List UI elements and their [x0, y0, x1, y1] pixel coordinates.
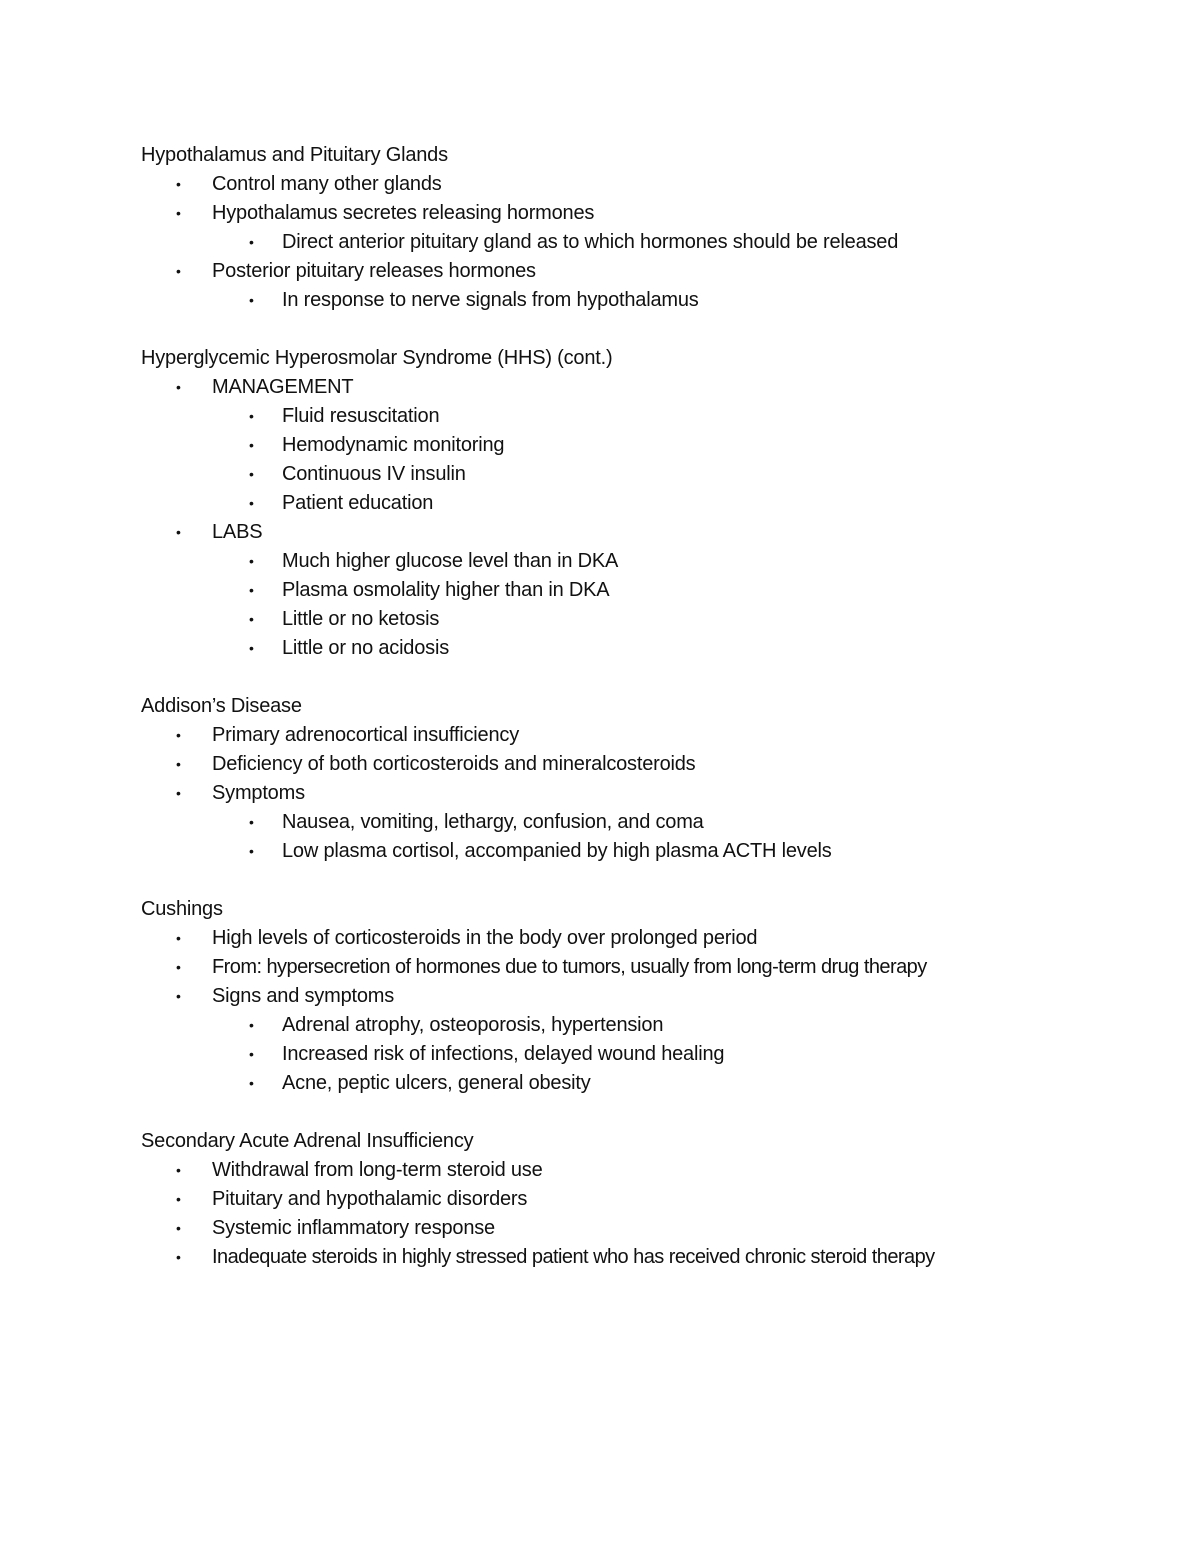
- bullet-icon: •: [249, 408, 254, 424]
- bullet-item: [141, 373, 1141, 402]
- bullet-item: [141, 1214, 1141, 1243]
- sub-bullet-text: Little or no ketosis: [282, 608, 440, 630]
- sub-bullet-item: [141, 1040, 1141, 1069]
- sub-bullet-text: Little or no acidosis: [282, 637, 450, 659]
- bullet-item: [141, 1185, 1141, 1214]
- section-heading: Hyperglycemic Hyperosmolar Syndrome (HHS) (cont.): [141, 347, 613, 369]
- bullet-item: [141, 518, 1141, 547]
- bullet-item: [141, 257, 1141, 286]
- bullet-text: Pituitary and hypothalamic disorders: [212, 1188, 528, 1210]
- bullet-icon: •: [176, 1191, 181, 1207]
- sub-bullet-item: [141, 228, 1141, 257]
- sub-bullet-text: Hemodynamic monitoring: [282, 434, 505, 456]
- section-hypothalamus-pituitary: [141, 141, 1141, 315]
- bullet-icon: •: [249, 640, 254, 656]
- bullet-icon: •: [249, 292, 254, 308]
- bullet-icon: •: [249, 495, 254, 511]
- bullet-icon: •: [249, 1075, 254, 1091]
- bullet-item: [141, 1156, 1141, 1185]
- sub-bullet-item: [141, 402, 1141, 431]
- sub-bullet-text: Continuous IV insulin: [282, 463, 466, 485]
- bullet-icon: •: [176, 727, 181, 743]
- sub-bullet-text: Low plasma cortisol, accompanied by high plasma ACTH levels: [282, 840, 832, 862]
- sub-bullet-item: [141, 460, 1141, 489]
- bullet-text: Symptoms: [212, 782, 305, 804]
- bullet-item: [141, 953, 1141, 982]
- bullet-text: Signs and symptoms: [212, 985, 395, 1007]
- bullet-text: Withdrawal from long-term steroid use: [212, 1159, 543, 1181]
- bullet-item: [141, 170, 1141, 199]
- sub-bullet-text: In response to nerve signals from hypothalamus: [282, 289, 699, 311]
- bullet-icon: •: [176, 205, 181, 221]
- bullet-item: [141, 199, 1141, 228]
- bullet-text: From: hypersecretion of hormones due to tumors, usually from long-term drug therapy: [212, 956, 927, 978]
- bullet-icon: •: [249, 611, 254, 627]
- sub-bullet-text: Increased risk of infections, delayed wound healing: [282, 1043, 725, 1065]
- sub-bullet-text: Nausea, vomiting, lethargy, confusion, and coma: [282, 811, 704, 833]
- sub-bullet-item: [141, 489, 1141, 518]
- sub-bullet-item: [141, 286, 1141, 315]
- bullet-icon: •: [249, 437, 254, 453]
- section-hhs: [141, 344, 1141, 663]
- sub-bullet-text: Acne, peptic ulcers, general obesity: [282, 1072, 591, 1094]
- bullet-icon: •: [249, 1017, 254, 1033]
- bullet-item: [141, 924, 1141, 953]
- bullet-item: [141, 721, 1141, 750]
- section-secondary-acute-adrenal-insufficiency: [141, 1127, 1141, 1272]
- section-heading: Hypothalamus and Pituitary Glands: [141, 144, 448, 166]
- bullet-icon: •: [176, 988, 181, 1004]
- bullet-item: [141, 982, 1141, 1011]
- bullet-icon: •: [249, 843, 254, 859]
- bullet-icon: •: [249, 234, 254, 250]
- bullet-item: [141, 750, 1141, 779]
- sub-bullet-item: [141, 1069, 1141, 1098]
- bullet-icon: •: [249, 814, 254, 830]
- section-heading: Cushings: [141, 898, 223, 920]
- bullet-text: High levels of corticosteroids in the body over prolonged period: [212, 927, 758, 949]
- bullet-item: [141, 1243, 1141, 1272]
- bullet-icon: •: [176, 176, 181, 192]
- sub-bullet-text: Patient education: [282, 492, 434, 514]
- section-heading: Addison’s Disease: [141, 695, 302, 717]
- bullet-item: [141, 779, 1141, 808]
- bullet-icon: •: [176, 1220, 181, 1236]
- sub-bullet-text: Fluid resuscitation: [282, 405, 440, 427]
- bullet-icon: •: [176, 1162, 181, 1178]
- bullet-icon: •: [176, 263, 181, 279]
- bullet-icon: •: [249, 582, 254, 598]
- bullet-text: Posterior pituitary releases hormones: [212, 260, 536, 282]
- sub-bullet-item: [141, 1011, 1141, 1040]
- bullet-text: Deficiency of both corticosteroids and mineralcosteroids: [212, 753, 696, 775]
- sub-bullet-item: [141, 605, 1141, 634]
- sub-bullet-item: [141, 576, 1141, 605]
- section-heading: Secondary Acute Adrenal Insufficiency: [141, 1130, 474, 1152]
- bullet-icon: •: [176, 524, 181, 540]
- section-cushings: [141, 895, 1141, 1098]
- bullet-icon: •: [176, 756, 181, 772]
- bullet-icon: •: [249, 1046, 254, 1062]
- bullet-text: Hypothalamus secretes releasing hormones: [212, 202, 595, 224]
- section-addisons-disease: [141, 692, 1141, 866]
- bullet-text: Control many other glands: [212, 173, 442, 195]
- document-page: [141, 141, 1141, 1301]
- bullet-icon: •: [176, 930, 181, 946]
- bullet-icon: •: [176, 959, 181, 975]
- bullet-text: Systemic inflammatory response: [212, 1217, 495, 1239]
- sub-bullet-item: [141, 808, 1141, 837]
- bullet-icon: •: [176, 379, 181, 395]
- sub-bullet-item: [141, 547, 1141, 576]
- sub-bullet-text: Direct anterior pituitary gland as to which hormones should be released: [282, 231, 899, 253]
- sub-bullet-item: [141, 837, 1141, 866]
- bullet-icon: •: [249, 553, 254, 569]
- bullet-icon: •: [176, 1249, 181, 1265]
- sub-bullet-text: Adrenal atrophy, osteoporosis, hypertension: [282, 1014, 664, 1036]
- bullet-text: MANAGEMENT: [212, 376, 354, 398]
- sub-bullet-text: Plasma osmolality higher than in DKA: [282, 579, 610, 601]
- bullet-text: Inadequate steroids in highly stressed patient who has received chronic steroid therapy: [212, 1246, 935, 1268]
- bullet-text: LABS: [212, 521, 263, 543]
- bullet-icon: •: [176, 785, 181, 801]
- sub-bullet-item: [141, 634, 1141, 663]
- sub-bullet-item: [141, 431, 1141, 460]
- bullet-icon: •: [249, 466, 254, 482]
- bullet-text: Primary adrenocortical insufficiency: [212, 724, 519, 746]
- sub-bullet-text: Much higher glucose level than in DKA: [282, 550, 619, 572]
